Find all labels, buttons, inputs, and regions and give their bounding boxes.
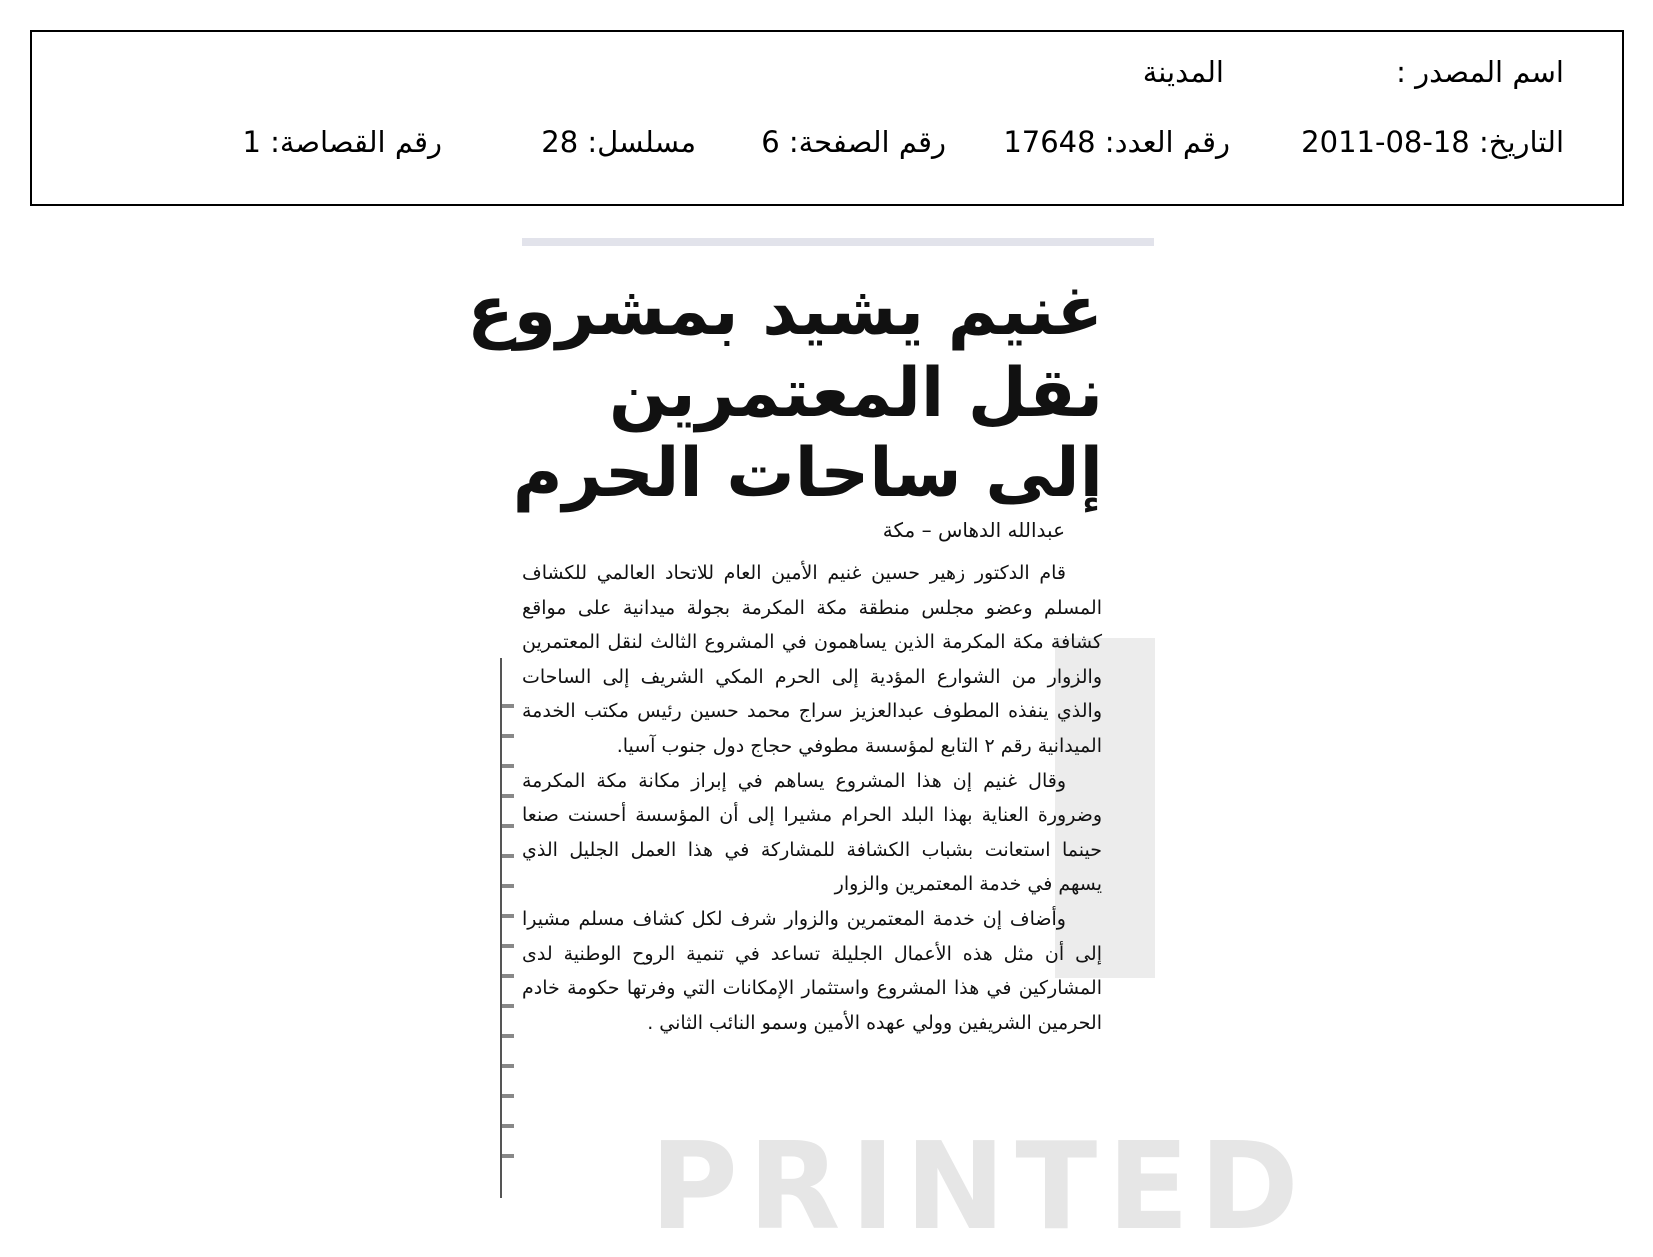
issue-number-field: رقم العدد: 17648 <box>1003 125 1230 159</box>
page-edge-marks <box>502 678 514 1178</box>
clipping-metadata-box <box>30 30 1624 206</box>
article-paragraph: وقال غنيم إن هذا المشروع يساهم في إبراز مكانة مكة المكرمة وضرورة العناية بهذا البلد الحرام مشيرا إلى أن المؤسسة أحسنت صنعا حينما استعانت بشباب الكشافة للمشاركة في هذا العمل الجليل الذي يسهم في خدمة المعتمرين والزوار <box>522 769 1102 896</box>
clipping-top-border <box>522 238 1154 246</box>
newspaper-clipping <box>467 238 1309 1257</box>
article-paragraph: وأضاف إن خدمة المعتمرين والزوار شرف لكل كشاف مسلم مشيرا إلى أن مثل هذه الأعمال الجليلة تساعد في تنمية الروح الوطنية لدى المشاركين في هذا المشروع واستثمار الإمكانات التي وفرتها حكومة خادم الحرمين الشريفين وولي عهده الأمين وسمو النائب الثاني . <box>522 907 1102 1034</box>
headline-line-3: إلى ساحات الحرم <box>512 434 1103 513</box>
headline-line-1: غنيم يشيد بمشروع <box>467 272 1103 351</box>
page-number-field: رقم الصفحة: 6 <box>761 125 946 159</box>
article-paragraph: قام الدكتور زهير حسين غنيم الأمين العام للاتحاد العالمي للكشاف المسلم وعضو مجلس منطقة مكة المكرمة بجولة ميدانية على مواقع كشافة مكة المكرمة الذين يساهمون في المشروع الثالث لنقل المعتمرين والزوار من الشوارع المؤدية إلى الحرم المكي الشريف إلى الساحات والذي ينفذه المطوف عبدالعزيز سراج محمد حسين رئيس مكتب الخدمة الميدانية رقم ٢ التابع لمؤسسة مطوفي حجاج دول جنوب آسيا. <box>522 562 1102 757</box>
article-byline: عبدالله الدهاس – مكة <box>882 518 1065 542</box>
serial-number-field: مسلسل: 28 <box>541 125 696 159</box>
clip-number-field: رقم القصاصة: 1 <box>242 125 442 159</box>
watermark-printed: PRINTED <box>650 1118 1309 1257</box>
headline-line-2: نقل المعتمرين <box>608 354 1103 433</box>
source-label: اسم المصدر : <box>1396 55 1564 89</box>
source-value: المدينة <box>1142 55 1224 89</box>
date-field: التاريخ: 18-08-2011 <box>1301 125 1564 159</box>
article-body <box>522 556 1102 1040</box>
